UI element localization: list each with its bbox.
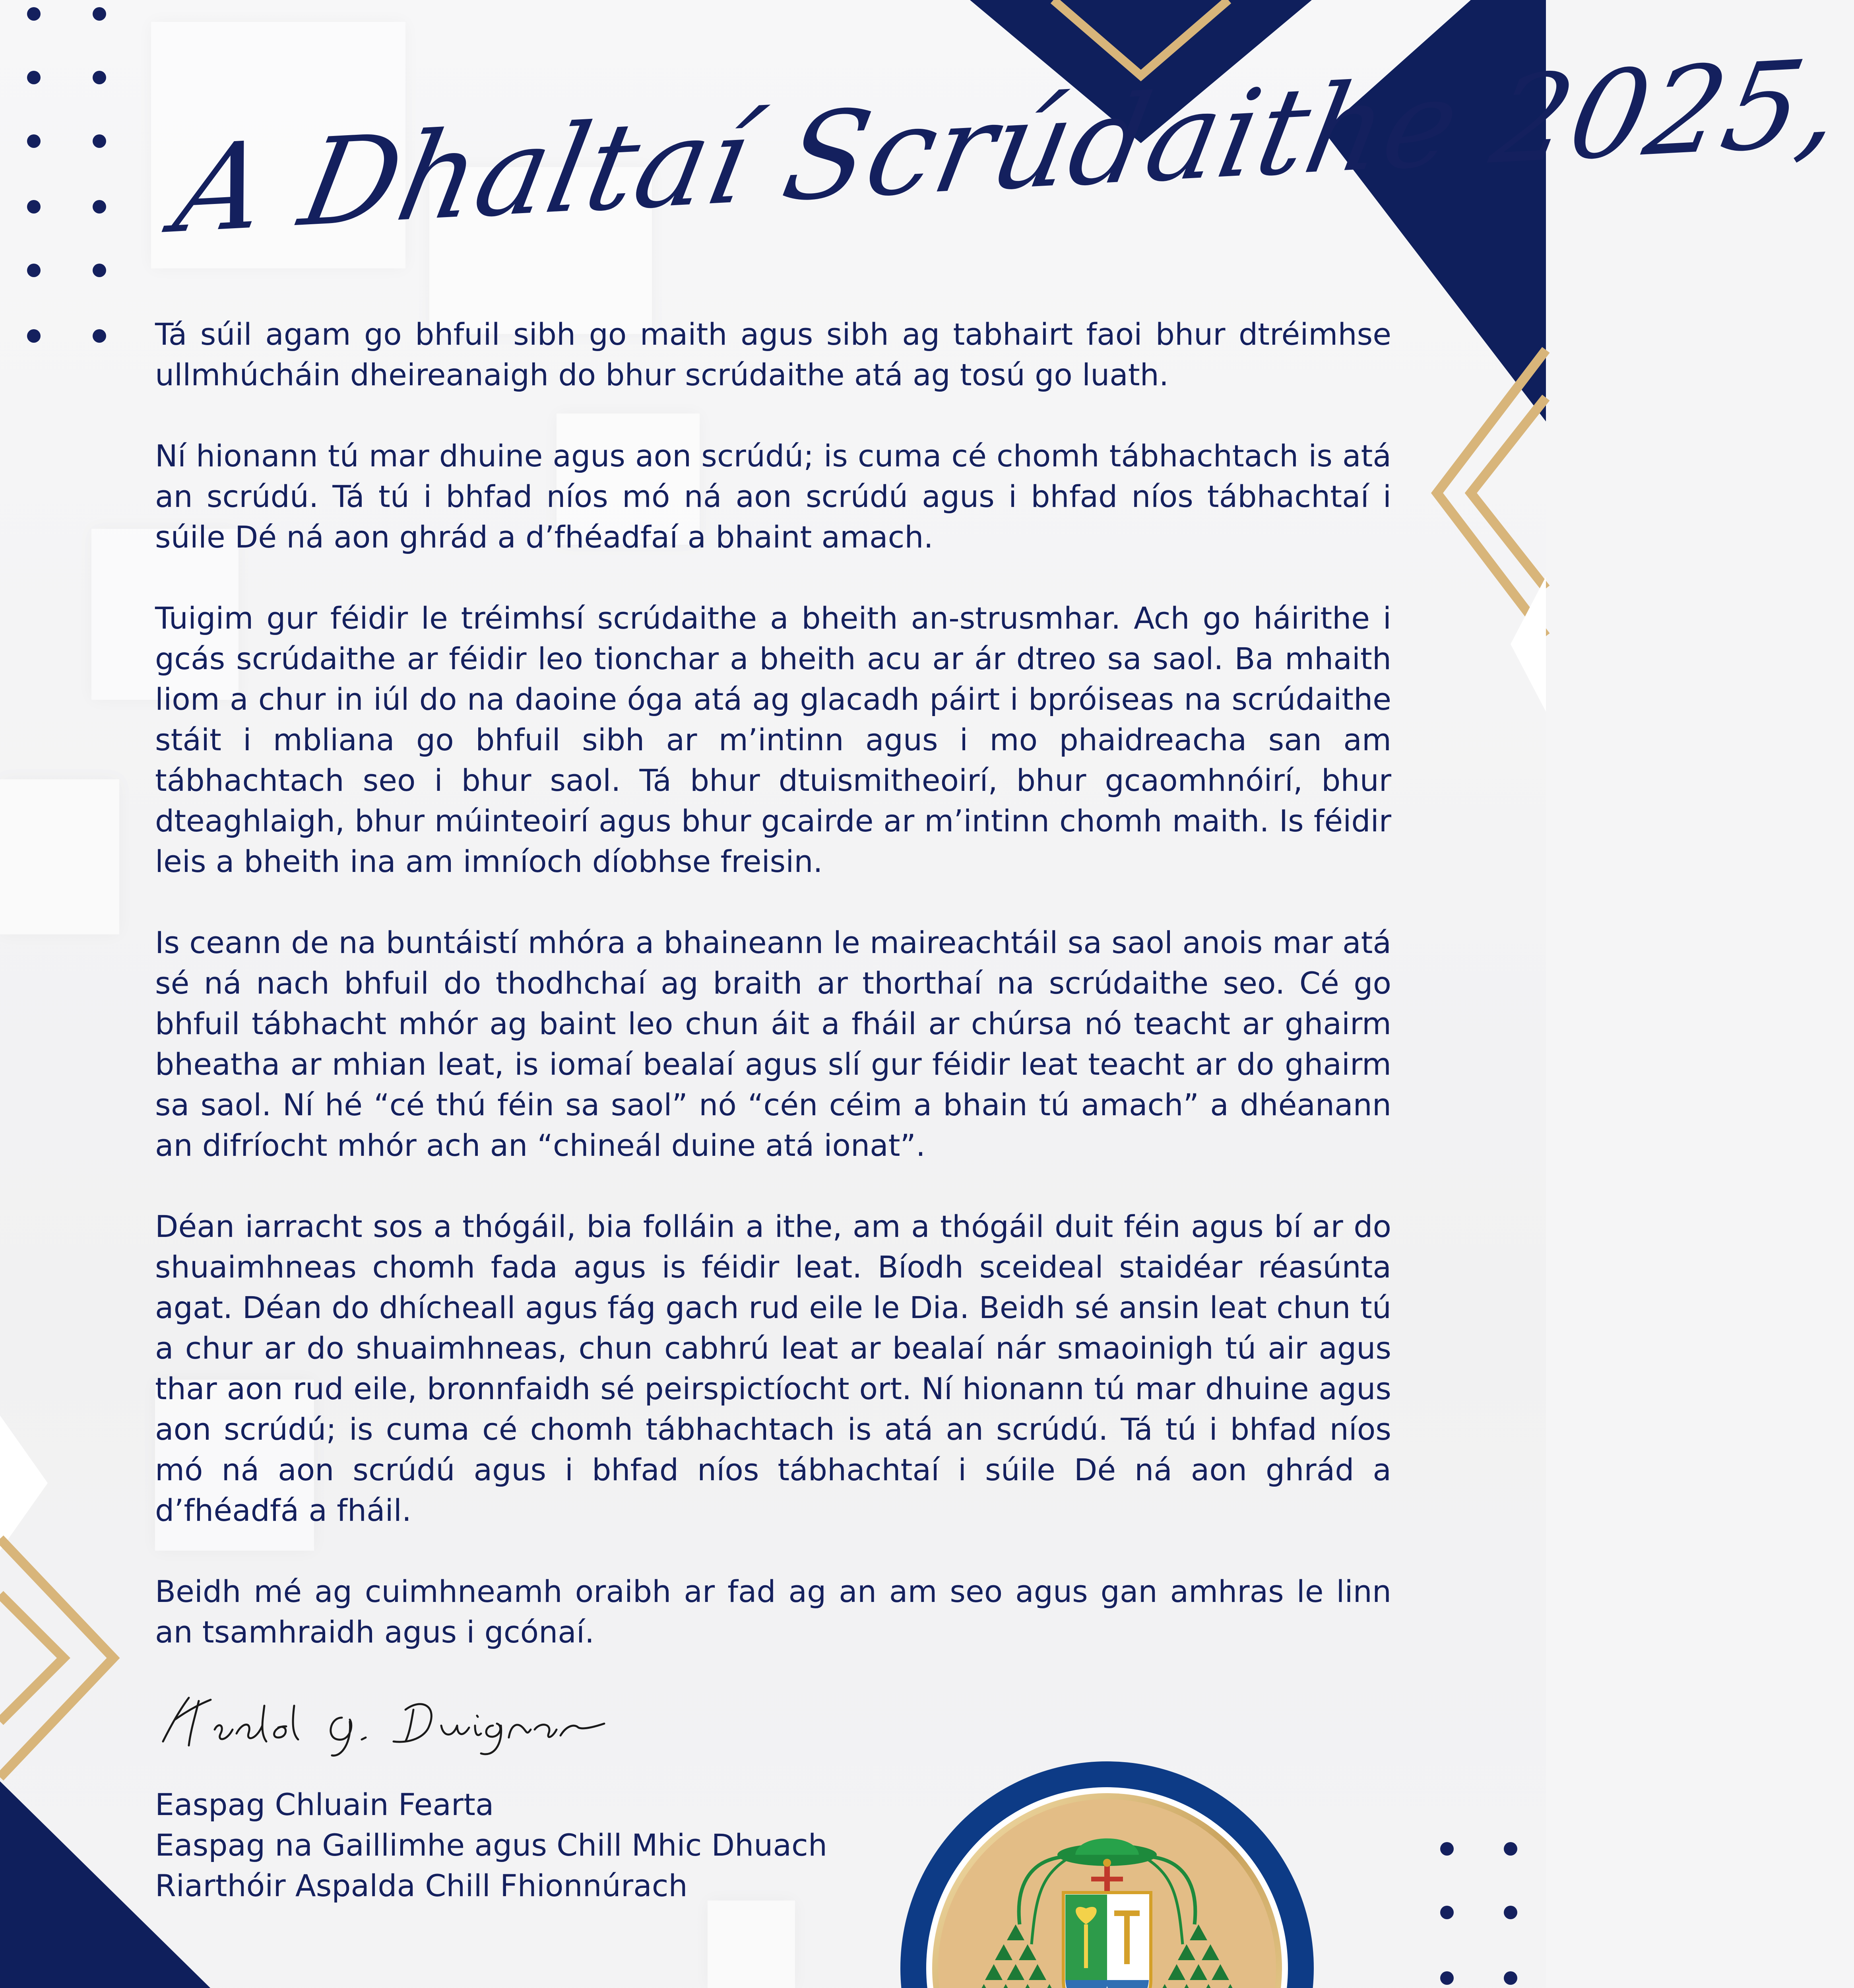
paragraph: Is ceann de na buntáistí mhóra a bhaineann le maireachtáil sa saol anois mar atá sé ná nach bhfuil do thodhchaí ag braith ar thorthaí na scrúdaithe seo. Cé go bhfuil tábhacht mhór ag baint leo chun áit a fháil ar chúrsa nó teacht ar ghairm bheatha ar mhian leat, is iomaí bealaí agus slí gur féidir leat teacht ar do ghairm sa saol. Ní hé “cé thú féin sa saol” nó “cén céim a bhain tú amach” a dhéanann an difríocht mhór ach an “chineál duine atá ionat”. bbox=[155, 925, 1391, 1163]
paragraph: Déan iarracht sos a thógáil, bia folláin a ithe, am a thógáil duit féin agus bí ar do shuaimhneas chomh fada agus is féidir leat. Bíodh sceideal staidéar réasúnta agat. Déan do dhícheall agus fág gach rud eile le Dia. Beidh sé ansin leat chun tú a chur ar do shuaimhneas, chun cabhrú leat ar bealaí nár smaoinigh tú air agus thar aon rud eile, bronnfaidh sé peirspictíocht ort. Ní hionann tú mar dhuine agus aon scrúdú; is cuma cé chomh tábhachtach is atá an scrúdú. Tá tú i bhfad níos mó ná aon scrúdú agus i bhfad níos tábhachtaí i súile Dé ná aon ghrád a d’fhéadfá a fháil. bbox=[155, 1209, 1391, 1528]
paragraph: Tuigim gur féidir le tréimhsí scrúdaithe a bheith an-strusmhar. Ach go háirithe i gcás scrúdaithe ar féidir leo tionchar a bheith acu ar ár dtreo sa saol. Ba mhaith liom a chur in iúl do na daoine óga atá ag glacadh páirt i bpróiseas na scrúdaithe stáit i mbliana go bhfuil sibh ar m’intinn agus i mo phaidreacha san am tábhachtach seo i bhur saol. Tá bhur dtuismitheoirí, bhur gcaomhnóirí, bhur dteaghlaigh, bhur múinteoirí agus bhur gcairde ar m’intinn chomh maith. Is féidir leis a bheith ina am imníoch díobhse freisin. bbox=[155, 600, 1391, 879]
signature-line: Riarthóir Aspalda Chill Fhionnúrach bbox=[155, 1868, 688, 1903]
handwritten-signature bbox=[151, 1682, 612, 1761]
signature-line: Easpag na Gaillimhe agus Chill Mhic Dhuach bbox=[155, 1827, 827, 1863]
signature-titles bbox=[155, 1784, 827, 1906]
letter-title: A Dhaltaí Scrúdaithe 2025, bbox=[165, 33, 1854, 260]
dot-grid-bottom-right bbox=[1440, 1842, 1517, 1988]
episcopal-crest bbox=[896, 1757, 1318, 1988]
signature-line: Easpag Chluain Fearta bbox=[155, 1787, 494, 1822]
paragraph: Beidh mé ag cuimhneamh oraibh ar fad ag an am seo agus gan amhras le linn an tsamhraidh agus i gcónaí. bbox=[155, 1574, 1391, 1650]
bg-tile bbox=[708, 1901, 795, 1988]
paragraph: Tá súil agam go bhfuil sibh go maith agus sibh ag tabhairt faoi bhur dtréimhse ullmhúcháin dheireanaigh do bhur scrúdaithe atá ag tosú go luath. bbox=[155, 316, 1391, 392]
paragraph: Ní hionann tú mar dhuine agus aon scrúdú; is cuma cé chomh tábhachtach is atá an scrúdú. Tá tú i bhfad níos mó ná aon scrúdú agus i bhfad níos tábhachtaí i súile Dé ná aon ghrád a d’fhéadfaí a bhaint amach. bbox=[155, 438, 1391, 555]
dot-grid-top-left bbox=[27, 7, 106, 343]
bg-tile bbox=[0, 779, 119, 934]
letter-body bbox=[155, 314, 1391, 1693]
